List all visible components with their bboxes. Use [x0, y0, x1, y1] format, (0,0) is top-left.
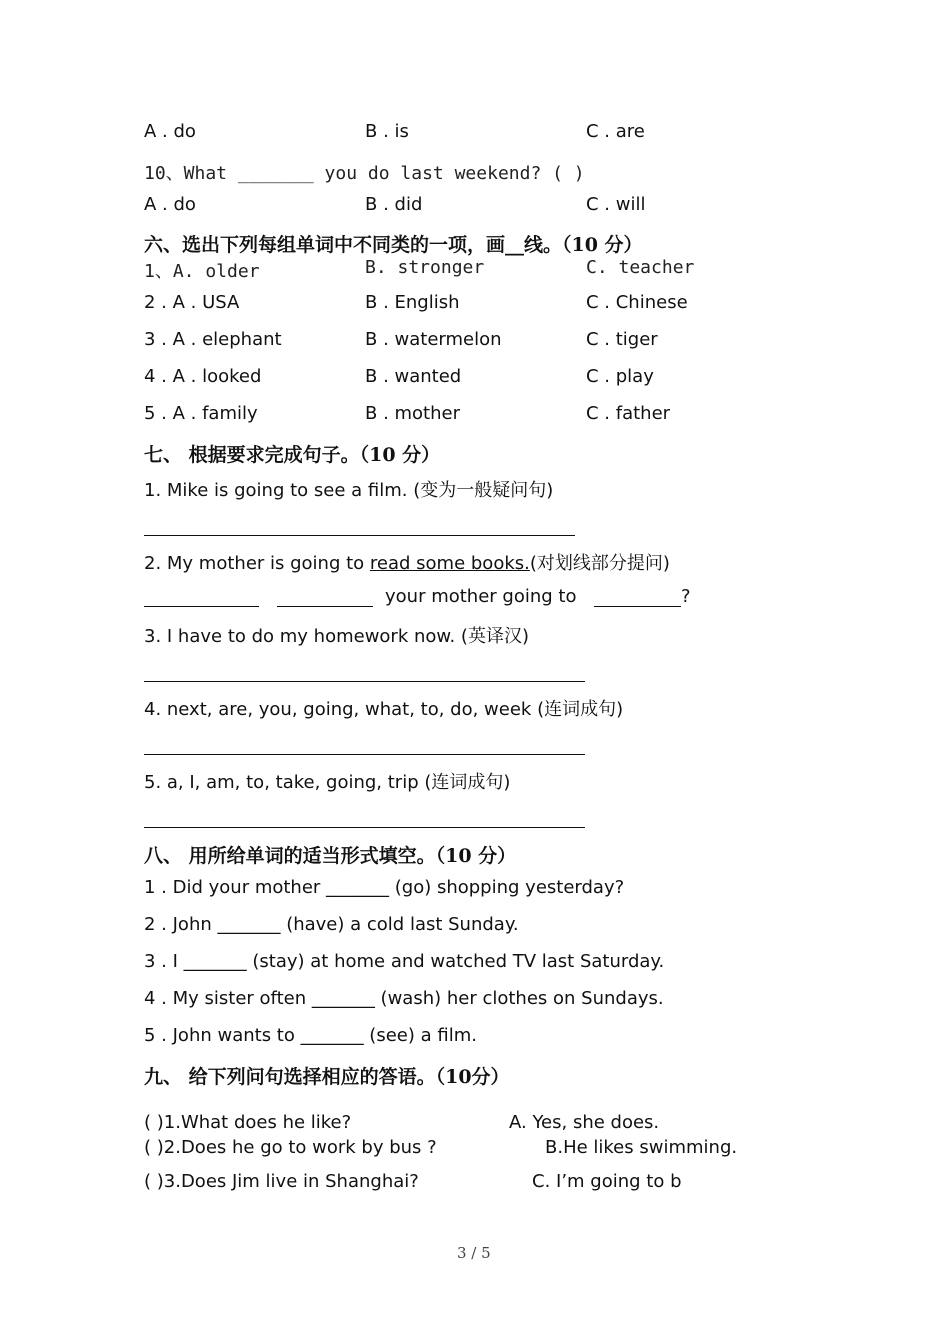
s9-question-1: ( )1.What does he like?: [144, 1112, 352, 1133]
q9-option-c: C . are: [586, 121, 645, 142]
q10-option-b: B . did: [365, 194, 423, 215]
s6-row2-a: 2 . A . USA: [144, 292, 240, 313]
s7-q2-text: 2. My mother is going to: [144, 553, 370, 574]
s7-q3: 3. I have to do my homework now. (英译汉): [144, 626, 529, 647]
s9-answer-b: B.He likes swimming.: [545, 1137, 738, 1158]
s7-q2-blank-1: [144, 606, 259, 607]
s7-q2-blank-2: [277, 606, 373, 607]
s6-row1-b: B. stronger: [365, 257, 485, 278]
s6-row4-c: C . play: [586, 366, 654, 387]
page-number: 3 / 5: [457, 1244, 491, 1262]
section8-heading: 八、 用所给单词的适当形式填空。（10 分）: [144, 845, 517, 867]
section9-heading: 九、 给下列问句选择相应的答语。（10分）: [144, 1066, 510, 1088]
s8-item-1: 1 . Did your mother _______ (go) shopping yesterday?: [144, 877, 625, 898]
s6-row3-a: 3 . A . elephant: [144, 329, 282, 350]
s7-q2-answer-text: your mother going to: [385, 586, 577, 607]
q10-option-a: A . do: [144, 194, 196, 215]
s7-q1: 1. Mike is going to see a film. (变为一般疑问句): [144, 480, 554, 501]
s7-q2: [144, 549, 670, 575]
s7-q4: 4. next, are, you, going, what, to, do, week (连词成句): [144, 699, 624, 720]
s9-question-2: ( )2.Does he go to work by bus ?: [144, 1137, 437, 1158]
s6-row4-b: B . wanted: [365, 366, 462, 387]
s6-row5-a: 5 . A . family: [144, 403, 258, 424]
s6-row3-c: C . tiger: [586, 329, 658, 350]
s7-q4-answer-line: [144, 754, 585, 755]
s8-item-2: 2 . John _______ (have) a cold last Sunday.: [144, 914, 519, 935]
s7-q3-answer-line: [144, 681, 585, 682]
s6-row4-a: 4 . A . looked: [144, 366, 262, 387]
s6-row1-c: C. teacher: [586, 257, 695, 278]
s6-row5-b: B . mother: [365, 403, 461, 424]
q9-option-a: A . do: [144, 121, 196, 142]
q10-stem: 10、What _______ you do last weekend? ( ): [144, 163, 585, 184]
s8-item-4: 4 . My sister often _______ (wash) her clothes on Sundays.: [144, 988, 664, 1009]
s9-question-3: ( )3.Does Jim live in Shanghai?: [144, 1171, 419, 1192]
s7-q2-instruction: (对划线部分提问): [529, 553, 670, 574]
section7-heading: 七、 根据要求完成句子。（10 分）: [144, 444, 441, 466]
s7-q2-question-mark: ?: [681, 586, 691, 607]
s8-item-5: 5 . John wants to _______ (see) a film.: [144, 1025, 477, 1046]
s8-item-3: 3 . I _______ (stay) at home and watched TV last Saturday.: [144, 951, 665, 972]
section6-heading: 六、选出下列每组单词中不同类的一项，画__线。（10 分）: [144, 234, 643, 256]
s9-answer-a: A. Yes, she does.: [509, 1112, 660, 1133]
s6-row1-a: 1、A. older: [144, 261, 260, 282]
s6-row3-b: B . watermelon: [365, 329, 502, 350]
s7-q2-blank-3: [594, 606, 681, 607]
s9-answer-c: C. I’m going to b: [532, 1171, 682, 1192]
s6-row5-c: C . father: [586, 403, 671, 424]
s6-row2-c: C . Chinese: [586, 292, 688, 313]
q10-option-c: C . will: [586, 194, 646, 215]
s7-q5-answer-line: [144, 827, 585, 828]
s7-q2-underlined: read some books.: [369, 553, 530, 574]
s7-q5: 5. a, I, am, to, take, going, trip (连词成句): [144, 772, 511, 793]
s6-row2-b: B . English: [365, 292, 460, 313]
q9-option-b: B . is: [365, 121, 409, 142]
s7-q1-answer-line: [144, 535, 575, 536]
